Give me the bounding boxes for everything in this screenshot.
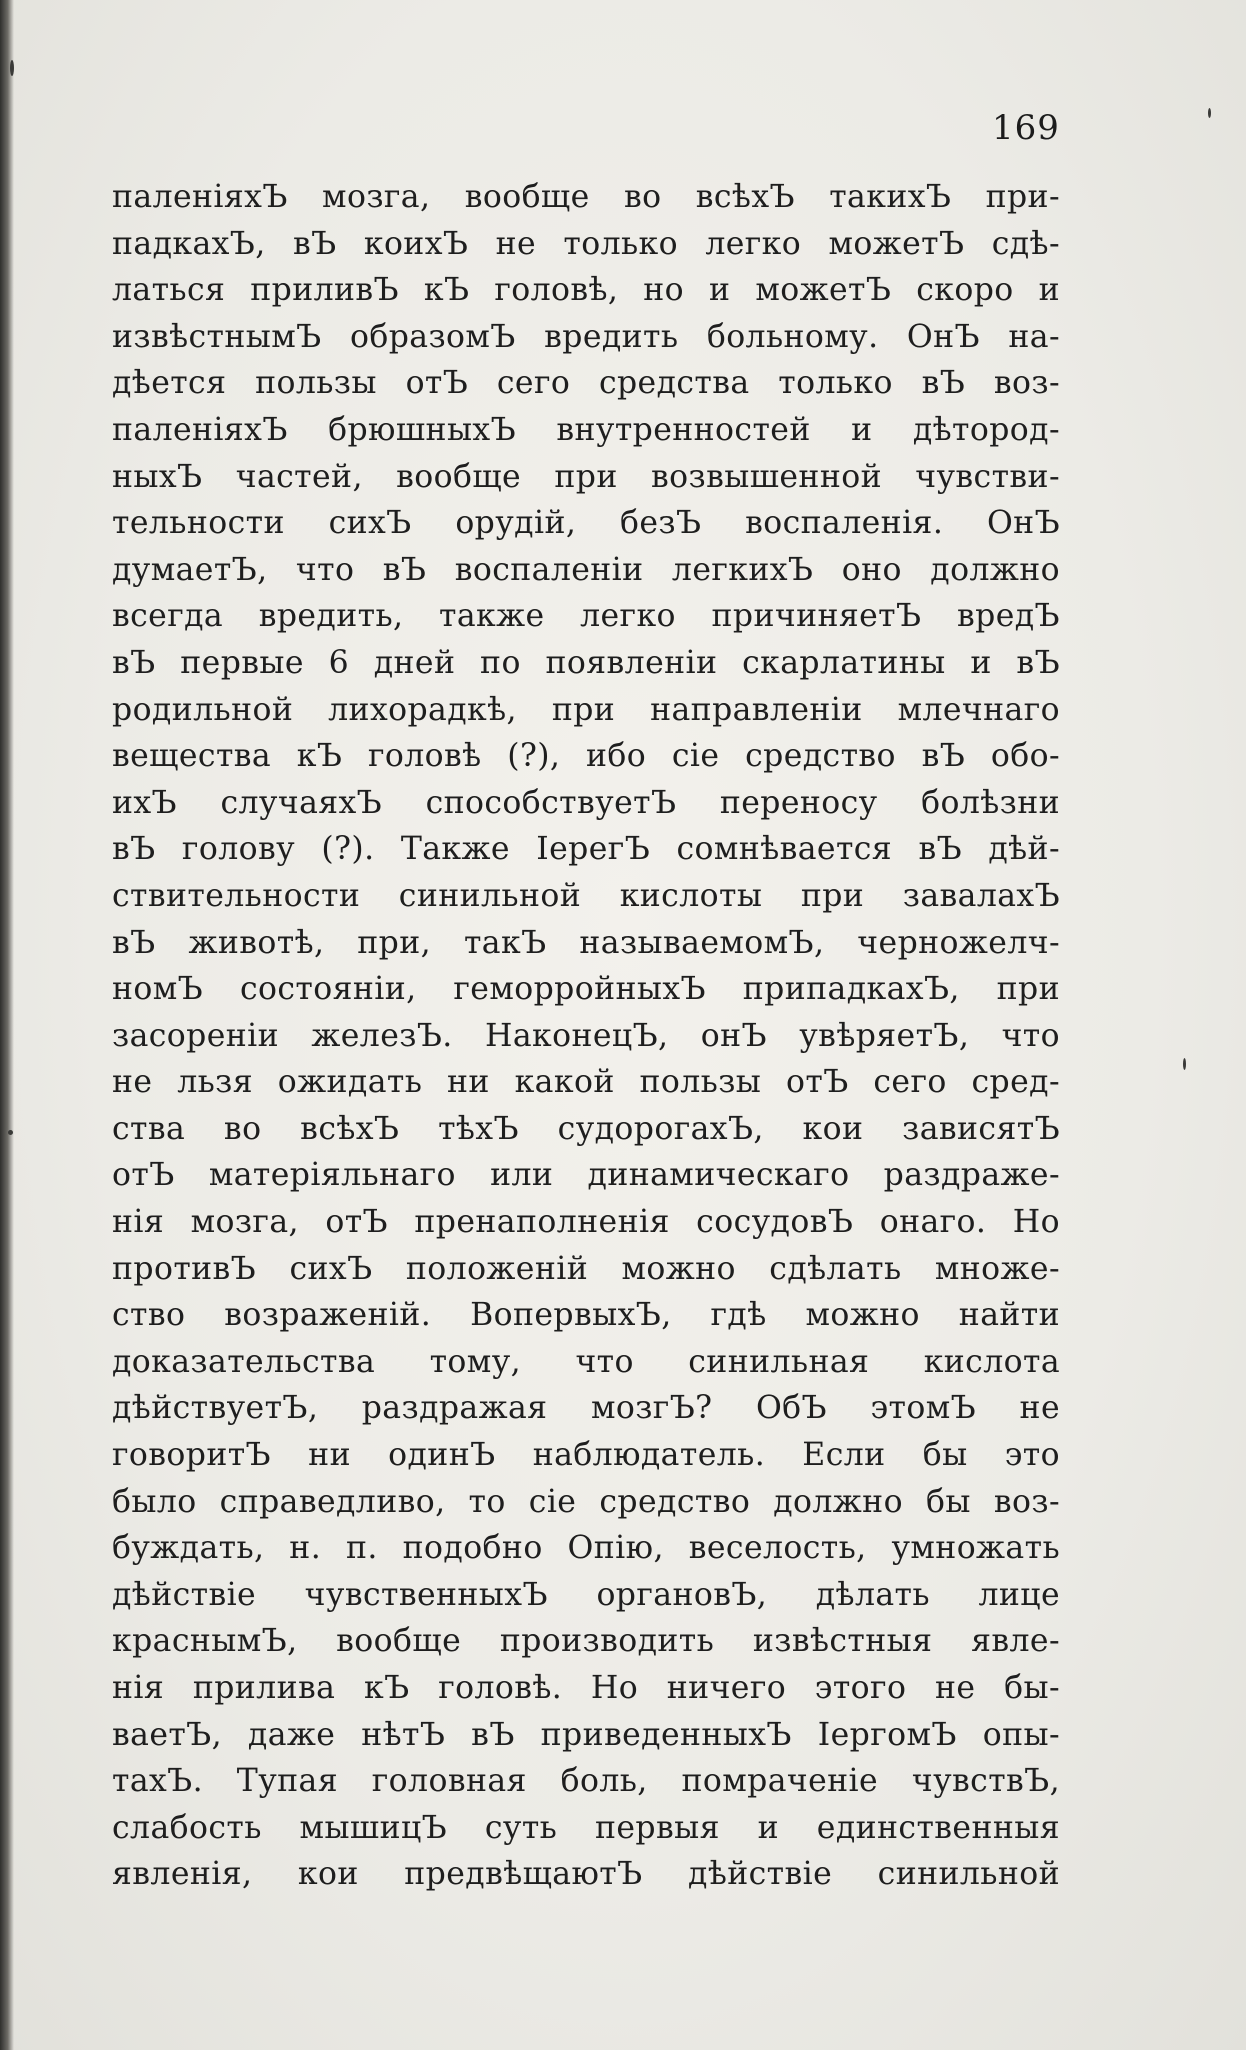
text-line: латься приливЪ кЪ головѣ, но и можетЪ скоро и [112,272,1060,309]
text-line: краснымЪ, вообще производить извѣстныя явле- [112,1623,1060,1660]
text-line: ства во всѣхЪ тѣхЪ судорогахЪ, кои зависятЪ [112,1110,1060,1147]
text-line: ствительности синильной кислоты при завалахЪ [112,877,1060,914]
text-line: паленіяхЪ мозга, вообще во всѣхЪ такихЪ при- [112,179,1060,215]
text-line: дѣйствіе чувственныхЪ органовЪ, дѣлать лице [112,1576,1060,1613]
text-line: отЪ матеріяльнаго или динамическаго раздраже- [112,1157,1060,1194]
text-line: думаетЪ, что вЪ воспаленіи легкихЪ оно должно [112,551,1060,588]
text-line: ваетЪ, даже нѣтЪ вЪ приведенныхЪ ІергомЪ опы- [112,1716,1060,1753]
text-line: слабость мышицЪ суть первыя и единственныя [112,1809,1060,1846]
text-line: явленія, кои предвѣщаютЪ дѣйствіе синильной [112,1856,1060,1893]
ink-speck [10,60,14,76]
text-line: вЪ первые 6 дней по появленіи скарлатины и вЪ [112,644,1060,681]
text-line: ныхЪ частей, вообще при возвышенной чувстви- [112,458,1060,495]
text-line: паленіяхЪ брюшныхЪ внутренностей и дѣтород- [112,411,1060,448]
ink-speck [1208,108,1211,118]
text-line: не льзя ожидать ни какой пользы отЪ сего сред- [112,1064,1060,1101]
text-line: нія мозга, отЪ пренаполненія сосудовЪ онаго. Но [112,1204,1060,1241]
text-line: противЪ сихЪ положеній можно сдѣлать множе- [112,1250,1060,1287]
ink-speck [1183,1058,1186,1070]
text-line: нія прилива кЪ головѣ. Но ничего этого не бы- [112,1670,1060,1706]
text-line: падкахЪ, вЪ коихЪ не только легко можетЪ сдѣ- [112,225,1060,262]
text-line: вещества кЪ головѣ (?), ибо сіе средство вЪ обо- [112,738,1060,775]
text-line: извѣстнымЪ образомЪ вредить больному. ОнЪ на- [112,318,1060,355]
text-line: ство возраженій. ВопервыхЪ, гдѣ можно найти [112,1297,1060,1334]
text-line: вЪ голову (?). Также ІерегЪ сомнѣвается вЪ дѣй- [112,831,1060,868]
text-line: дѣйствуетЪ, раздражая мозгЪ? ОбЪ этомЪ не [112,1390,1060,1427]
text-line: дѣется пользы отЪ сего средства только вЪ воз- [112,365,1060,402]
text-line: тахЪ. Тупая головная боль, помраченіе чувствЪ, [112,1763,1060,1800]
text-line: тельности сихЪ орудій, безЪ воспаленія. ОнЪ [112,505,1060,542]
text-line: родильной лихорадкѣ, при направленіи млечнаго [112,691,1060,728]
text-line: говоритЪ ни одинЪ наблюдатель. Если бы это [112,1437,1060,1474]
page-binding-edge [0,0,14,2050]
text-line: было справедливо, то сіе средство должно бы воз- [112,1483,1060,1520]
text-line: вЪ животѣ, при, такЪ называемомЪ, черножелч- [112,924,1060,961]
page-number: 169 [992,108,1060,148]
text-line: засореніи железЪ. НаконецЪ, онЪ увѣряетЪ, что [112,1017,1060,1054]
body-text [112,174,1060,1898]
text-line: всегда вредить, также легко причиняетЪ вредЪ [112,598,1060,635]
text-line: номЪ состояніи, геморройныхЪ припадкахЪ, при [112,971,1060,1008]
ink-speck [8,1130,13,1135]
text-line: доказательства тому, что синильная кислота [112,1343,1060,1380]
text-line: ихЪ случаяхЪ способствуетЪ переносу болѣзни [112,784,1060,821]
text-line: буждать, н. п. подобно Опію, веселость, умножать [112,1530,1060,1567]
